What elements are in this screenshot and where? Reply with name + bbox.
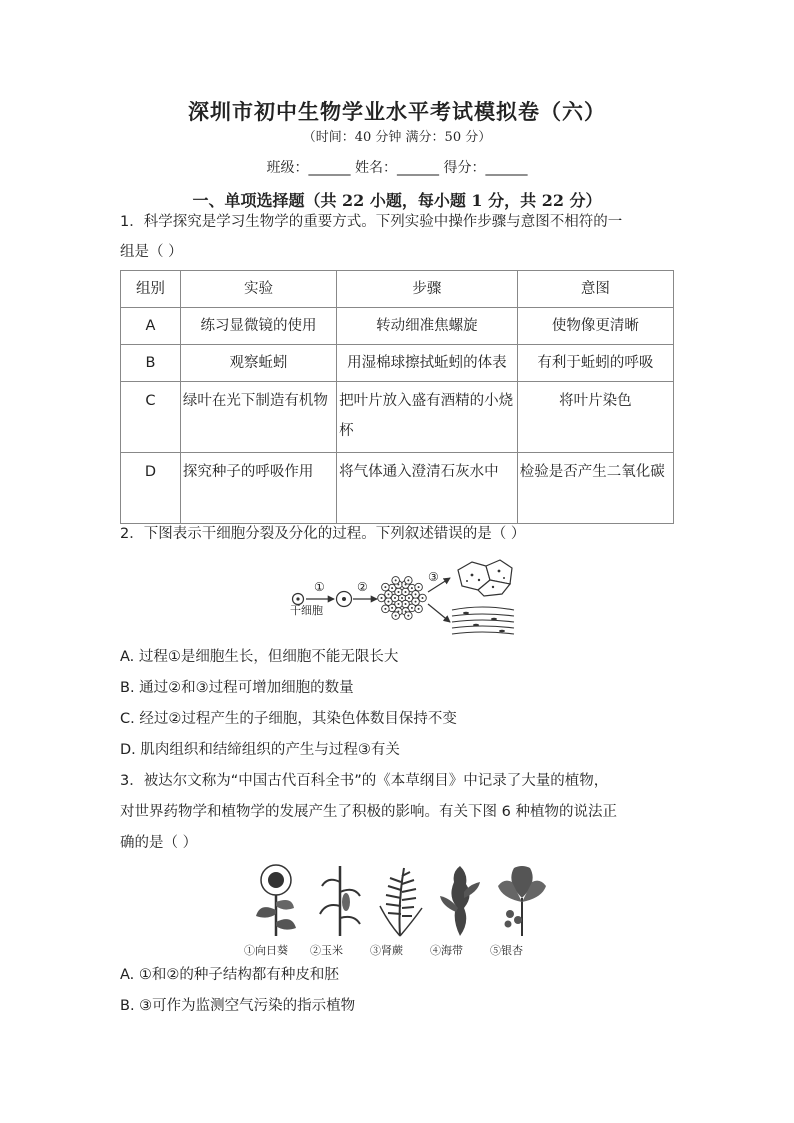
table-cell: 将气体通入澄清石灰水中 [337, 453, 518, 524]
page-title: 深圳市初中生物学业水平考试模拟卷（六） [188, 99, 606, 124]
q2-option-d: D. 肌肉组织和结缔组织的产生与过程③有关 [120, 742, 400, 758]
table-cell: 用湿棉球擦拭蚯蚓的体表 [337, 345, 518, 382]
table-header-cell: 步骤 [337, 271, 518, 308]
q2-option-a: A. 过程①是细胞生长，但细胞不能无限长大 [120, 649, 399, 665]
grown-cell-icon [337, 592, 352, 607]
q3-option-b: B. ③可作为监测空气污染的指示植物 [120, 998, 356, 1014]
table-cell: B [121, 345, 181, 382]
table-cell: A [121, 308, 181, 345]
stem-cell-figure [286, 556, 518, 640]
table-cell: 将叶片染色 [517, 382, 673, 453]
q1-stem-line2: 组是（ ） [120, 244, 183, 260]
q1-stem-line1: 1．科学探究是学习生物学的重要方式。下列实验中操作步骤与意图不相符的一 [120, 214, 623, 230]
plant-label-kelp: ④海带 [430, 944, 463, 957]
table-cell: 检验是否产生二氧化碳 [517, 453, 673, 524]
exam-time-score: （时间：40 分钟 满分：50 分） [302, 130, 492, 145]
q3-stem-line2: 对世界药物学和植物学的发展产生了积极的影响。有关下图 6 种植物的说法正 [120, 804, 617, 820]
table-row [121, 453, 674, 524]
kelp-icon [430, 862, 490, 938]
step-3-label: ③ [428, 570, 439, 584]
fern-icon [370, 862, 430, 938]
table-row [121, 382, 674, 453]
q3-option-a: A. ①和②的种子结构都有种皮和胚 [120, 967, 339, 983]
q2-option-b: B. 通过②和③过程可增加细胞的数量 [120, 680, 354, 696]
section-heading: 一、单项选择题（共 22 小题，每小题 1 分，共 22 分） [192, 191, 602, 210]
plant-label-ginkgo: ⑤银杏 [490, 944, 523, 957]
student-info-line: 班级：______ 姓名：______ 得分：______ [266, 160, 528, 176]
stem-cell-label: 干细胞 [290, 604, 323, 617]
table-cell: C [121, 382, 181, 453]
table-cell: 绿叶在光下制造有机物 [180, 382, 336, 453]
table-row [121, 345, 674, 382]
table-cell: 使物像更清晰 [517, 308, 673, 345]
table-header-cell: 实验 [180, 271, 336, 308]
step-2-label: ② [357, 580, 368, 594]
table-header-cell: 组别 [121, 271, 181, 308]
table-cell: D [121, 453, 181, 524]
plant-label-fern: ③肾蕨 [370, 944, 403, 957]
connective-tissue-icon [458, 560, 512, 596]
stem-cell-icon [293, 594, 304, 605]
table-cell: 把叶片放入盛有酒精的小烧杯 [337, 382, 518, 453]
table-header-row [121, 271, 674, 308]
cell-cluster-icon [378, 577, 427, 620]
table-header-cell: 意图 [517, 271, 673, 308]
q3-stem-line3: 确的是（ ） [120, 835, 198, 851]
q2-option-c: C. 经过②过程产生的子细胞，其染色体数目保持不变 [120, 711, 457, 727]
plants-figure [244, 862, 556, 958]
q2-stem: 2．下图表示干细胞分裂及分化的过程。下列叙述错误的是（ ） [120, 526, 526, 542]
plant-label-sunflower: ①向日葵 [244, 944, 288, 957]
step-1-label: ① [314, 580, 325, 594]
table-row [121, 308, 674, 345]
table-cell: 探究种子的呼吸作用 [180, 453, 336, 524]
table-cell: 有利于蚯蚓的呼吸 [517, 345, 673, 382]
q3-stem-line1: 3．被达尔文称为“中国古代百科全书”的《本草纲目》中记录了大量的植物， [120, 773, 609, 789]
ginkgo-icon [492, 862, 552, 938]
table-cell: 转动细准焦螺旋 [337, 308, 518, 345]
plant-label-corn: ②玉米 [310, 944, 343, 957]
table-cell: 观察蚯蚓 [180, 345, 336, 382]
sunflower-icon [246, 862, 306, 938]
table-cell: 练习显微镜的使用 [180, 308, 336, 345]
muscle-tissue-icon [452, 607, 514, 634]
q1-table [120, 270, 674, 524]
corn-icon [310, 862, 370, 938]
